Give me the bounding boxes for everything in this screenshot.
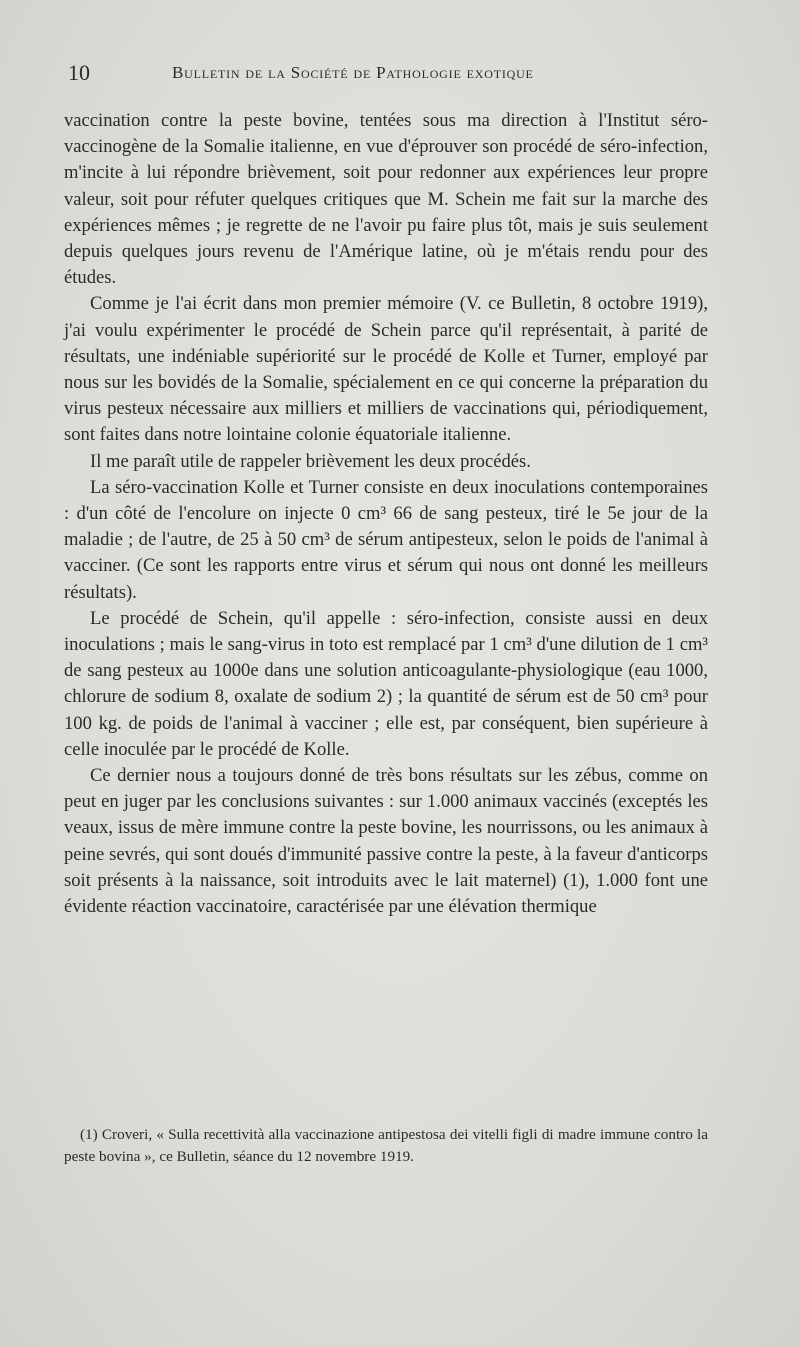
paragraph-2: Comme je l'ai écrit dans mon premier mémoire (V. ce Bulletin, 8 octobre 1919), j'ai voulu expérimenter le procédé de Schein parce qu'il représentait, à parité de résultats, une indéniable supériorité sur le procédé de Kolle et Turner, employé par nous sur les bovidés de la Somalie, spécialement en ce qui concerne la préparation du virus pesteux nécessaire aux milliers et milliers de vaccinations qui, périodiquement, sont faites dans notre lointaine colonie équatoriale italienne. xyxy=(64,293,708,446)
running-title: Bulletin de la Société de Pathologie exotique xyxy=(172,63,534,82)
page-header xyxy=(62,60,712,90)
footnote xyxy=(64,1124,708,1168)
paragraph-1: vaccination contre la peste bovine, tentées sous ma direction à l'Institut séro-vaccinogène de la Somalie italienne, en vue d'éprouver son procédé de séro-infection, m'incite à lui répondre brièvement, soit pour redonner aux expériences leur propre valeur, soit pour réfuter quelques critiques que M. Schein me fait sur la marche des expériences mêmes ; je regrette de ne l'avoir pu faire plus tôt, mais je suis seulement depuis quelques jours revenu de l'Amérique latine, où je m'étais rendu pour des études. xyxy=(64,110,708,289)
body-text xyxy=(64,108,708,920)
paragraph-6: Ce dernier nous a toujours donné de très bons résultats sur les zébus, comme on peut en juger par les conclusions suivantes : sur 1.000 animaux vaccinés (exceptés les veaux, issus de mère immune contre la peste bovine, les nourrissons, ou les animaux à peine sevrés, qui sont doués d'immunité passive contre la peste, à la faveur d'anticorps soit présents à la naissance, soit introduits avec le lait maternel) (1), 1.000 font une évidente réaction vaccinatoire, caractérisée par une élévation thermique xyxy=(64,765,708,918)
footnote-text: (1) Croveri, « Sulla recettività alla vaccinazione antipestosa dei vitelli figli di madre immune contro la peste bovina », ce Bulletin, séance du 12 novembre 1919. xyxy=(64,1126,708,1165)
paragraph-5: Le procédé de Schein, qu'il appelle : séro-infection, consiste aussi en deux inoculations ; mais le sang-virus in toto est remplacé par 1 cm³ d'une dilution de 1 cm³ de sang pesteux au 1000e dans une solution anticoagulante-physiologique (eau 1000, chlorure de sodium 8, oxalate de sodium 2) ; la quantité de sérum est de 50 cm³ pour 100 kg. de poids de l'animal à vacciner ; elle est, par conséquent, bien supérieure à celle inoculée par le procédé de Kolle. xyxy=(64,607,708,760)
paragraph-4: La séro-vaccination Kolle et Turner consiste en deux inoculations contemporaines : d'un côté de l'encolure on injecte 0 cm³ 66 de sang pesteux, tiré le 5e jour de la maladie ; de l'autre, de 25 à 50 cm³ de sérum antipesteux, selon le poids de l'animal à vacciner. (Ce sont les rapports entre virus et sérum qui nous ont donné les meilleurs résultats). xyxy=(64,476,708,603)
page-number: 10 xyxy=(68,60,90,85)
paragraph-3: Il me paraît utile de rappeler brièvement les deux procédés. xyxy=(90,450,531,472)
